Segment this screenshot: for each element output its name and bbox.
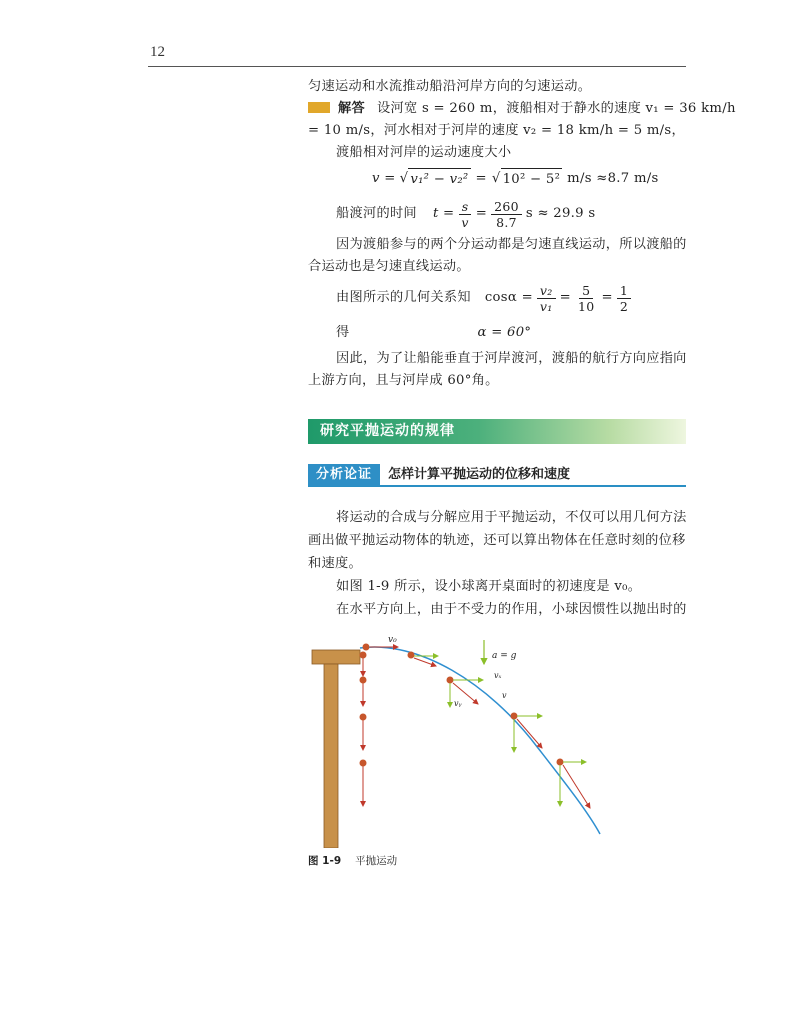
cos-equation — [308, 278, 688, 318]
eq-lhs: cosα = — [484, 290, 533, 305]
answer-text: 设河宽 s = 260 m，渡船相对于静水的速度 v₁ = 36 km/h — [376, 101, 736, 116]
eq-equals: = — [475, 206, 488, 221]
text-line: 合运动也是匀速直线运动。 — [308, 259, 470, 274]
text-line: 将运动的合成与分解应用于平抛运动，不仅可以用几何方法 — [336, 510, 687, 525]
trajectory-curve — [360, 647, 600, 834]
caption-number: 图 1-9 — [308, 855, 342, 867]
text-line: 因为渡船参与的两个分运动都是匀速直线运动，所以渡船的 — [336, 237, 687, 252]
caption-text: 平抛运动 — [355, 855, 398, 867]
ball — [557, 759, 564, 766]
fraction — [537, 283, 556, 314]
fraction — [491, 199, 522, 230]
eq-prefix: 船渡河的时间 — [336, 206, 417, 221]
ball — [360, 714, 367, 721]
eq-result: m/s ≈8.7 m/s — [567, 171, 659, 186]
text-line: 画出做平抛运动物体的轨迹，还可以算出物体在任意时刻的位移 — [308, 533, 686, 548]
subsection-header — [308, 463, 686, 487]
eq-equals: = — [475, 171, 487, 186]
eq-prefix: 由图所示的几何关系知 — [336, 290, 471, 305]
fraction — [617, 283, 631, 314]
text-line: 渡船相对河岸的运动速度大小 — [336, 145, 512, 160]
ball — [360, 677, 367, 684]
section-title-banner: 研究平抛运动的规律 — [308, 419, 686, 444]
eq-result: α = 60° — [477, 325, 532, 340]
ball — [360, 652, 367, 659]
ball — [363, 644, 370, 651]
body-text-block — [308, 506, 688, 621]
answer-line — [308, 98, 736, 120]
label-vy: vᵧ — [454, 699, 462, 708]
eq-root: v₁² − v₂² — [408, 168, 470, 191]
subsection-tag: 分析论证 — [308, 464, 380, 486]
eq-lhs: t = — [432, 206, 455, 221]
fraction — [575, 283, 598, 314]
text-line: 因此，为了让船能垂直于河岸渡河，渡船的航行方向应指向 — [336, 351, 687, 366]
denominator: v — [461, 214, 469, 230]
text-line: 如图 1-9 所示，设小球离开桌面时的初速度是 v₀。 — [336, 579, 642, 594]
eq-equals: = — [559, 290, 571, 305]
label-vx: vₓ — [494, 671, 502, 680]
solution-text-block — [308, 76, 736, 392]
page-number: 12 — [150, 44, 165, 60]
text-line: = 10 m/s，河水相对于河岸的速度 v₂ = 18 km/h = 5 m/s， — [308, 123, 685, 138]
numerator: 260 — [491, 199, 522, 215]
fraction — [458, 199, 471, 230]
numerator: v₂ — [537, 283, 556, 299]
table-top — [312, 650, 360, 664]
label-v0: v₀ — [388, 635, 397, 645]
eq-lhs: v = — [372, 171, 396, 186]
denominator: 8.7 — [496, 214, 517, 230]
angle-result — [308, 318, 688, 348]
text-line: 在水平方向上，由于不受力的作用，小球因惯性以抛出时的 — [336, 602, 687, 617]
label-v: v — [502, 691, 507, 700]
projectile-motion-figure — [308, 622, 608, 848]
eq-root: 10² − 5² — [501, 168, 563, 191]
table-leg — [324, 664, 338, 848]
text-line: 匀速运动和水流推动船沿河岸方向的匀速运动。 — [308, 79, 592, 94]
ball — [408, 652, 415, 659]
numerator: 1 — [617, 283, 631, 299]
ball — [360, 760, 367, 767]
figure-caption — [308, 853, 397, 868]
text-line: 上游方向，且与河岸成 60°角。 — [308, 373, 499, 388]
numerator: 5 — [579, 283, 593, 299]
answer-label: 解答 — [338, 101, 365, 116]
eq-equals: = — [601, 290, 613, 305]
vertical-fall-balls — [360, 652, 367, 807]
denominator: v₁ — [539, 298, 553, 314]
ball — [447, 677, 454, 684]
text-line: 和速度。 — [308, 556, 362, 571]
eq-result: s ≈ 29.9 s — [525, 206, 596, 221]
time-equation — [308, 194, 688, 234]
denominator: 10 — [577, 298, 595, 314]
trajectory-balls — [363, 644, 591, 809]
numerator: s — [459, 199, 472, 215]
subsection-title: 怎样计算平抛运动的位移和速度 — [388, 467, 571, 482]
answer-marker-icon — [308, 102, 330, 113]
ball — [511, 713, 518, 720]
label-acceleration: a = g — [492, 651, 517, 661]
eq-prefix: 得 — [336, 325, 350, 340]
velocity-equation: v = √ v₁² − v₂² = √ 10² − 5² m/s ≈8.7 m/s — [308, 164, 688, 194]
denominator: 2 — [619, 298, 629, 314]
header-rule — [148, 66, 686, 67]
